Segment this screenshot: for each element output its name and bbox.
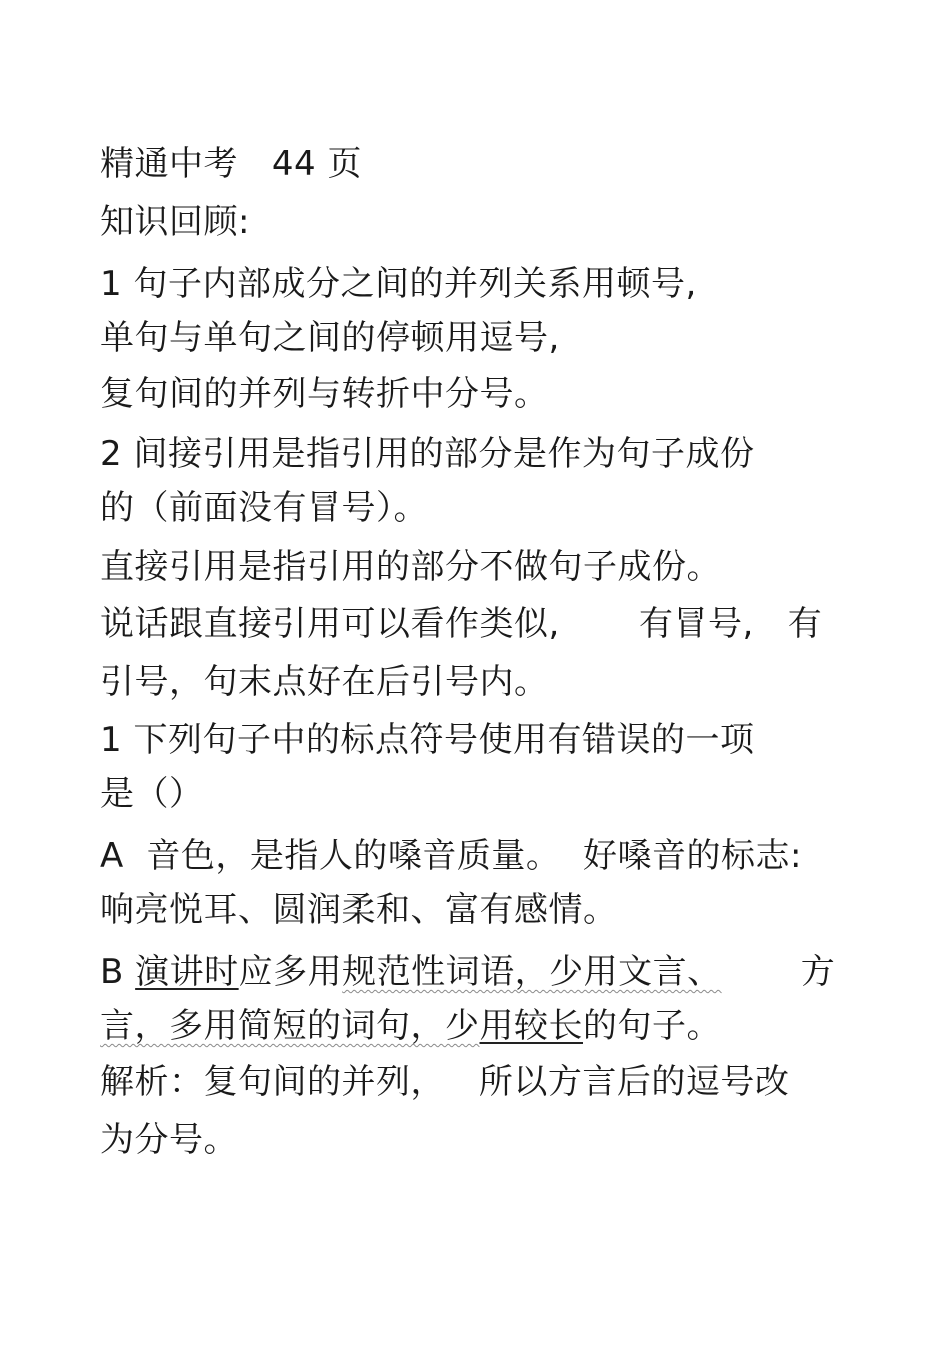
question-stem-line2: 是（） [100, 774, 204, 814]
option-b-label: B [100, 952, 136, 992]
analysis-line2: 为分号。 [100, 1120, 238, 1160]
review-point2-line4: 说话跟直接引用可以看作类似, 有冒号, 有 [100, 604, 823, 644]
wavy-underlined-text: 规范性词语，少用文言、 [342, 952, 722, 992]
question-stem-line1: 1 下列句子中的标点符号使用有错误的一项 [100, 720, 755, 760]
option-a-line2: 响亮悦耳、圆润柔和、富有感情。 [100, 890, 618, 930]
review-point2-line1: 2 间接引用是指引用的部分是作为句子成份 [100, 434, 755, 474]
analysis-line1: 解析：复句间的并列， 所以方言后的逗号改 [100, 1062, 790, 1102]
review-point1-line1: 1 句子内部成分之间的并列关系用顿号, [100, 264, 697, 304]
review-point2-line3: 直接引用是指引用的部分不做句子成份。 [100, 547, 721, 587]
review-heading: 知识回顾: [100, 202, 250, 242]
review-point2-line5: 引号，句末点好在后引号内。 [100, 662, 549, 702]
page-title: 精通中考 44 页 [100, 144, 362, 184]
option-b-text: 的句子。 [583, 1006, 721, 1046]
option-b-text: 方 [721, 952, 836, 992]
option-b-line1 [100, 952, 835, 992]
review-point1-line3: 复句间的并列与转折中分号。 [100, 374, 549, 414]
review-point2-line2: 的（前面没有冒号）。 [100, 488, 428, 528]
underlined-text: 用较长 [479, 1006, 583, 1046]
review-point1-line2: 单句与单句之间的停顿用逗号, [100, 318, 560, 358]
option-a-line1: A 音色，是指人的嗓音质量。 好嗓音的标志: [100, 836, 802, 876]
option-b-text: 应多用 [238, 952, 343, 992]
underlined-text: 演讲时 [135, 952, 239, 992]
wavy-underlined-text: 言，多用简短的词句，少 [100, 1006, 480, 1046]
option-b-line2 [100, 1006, 721, 1046]
